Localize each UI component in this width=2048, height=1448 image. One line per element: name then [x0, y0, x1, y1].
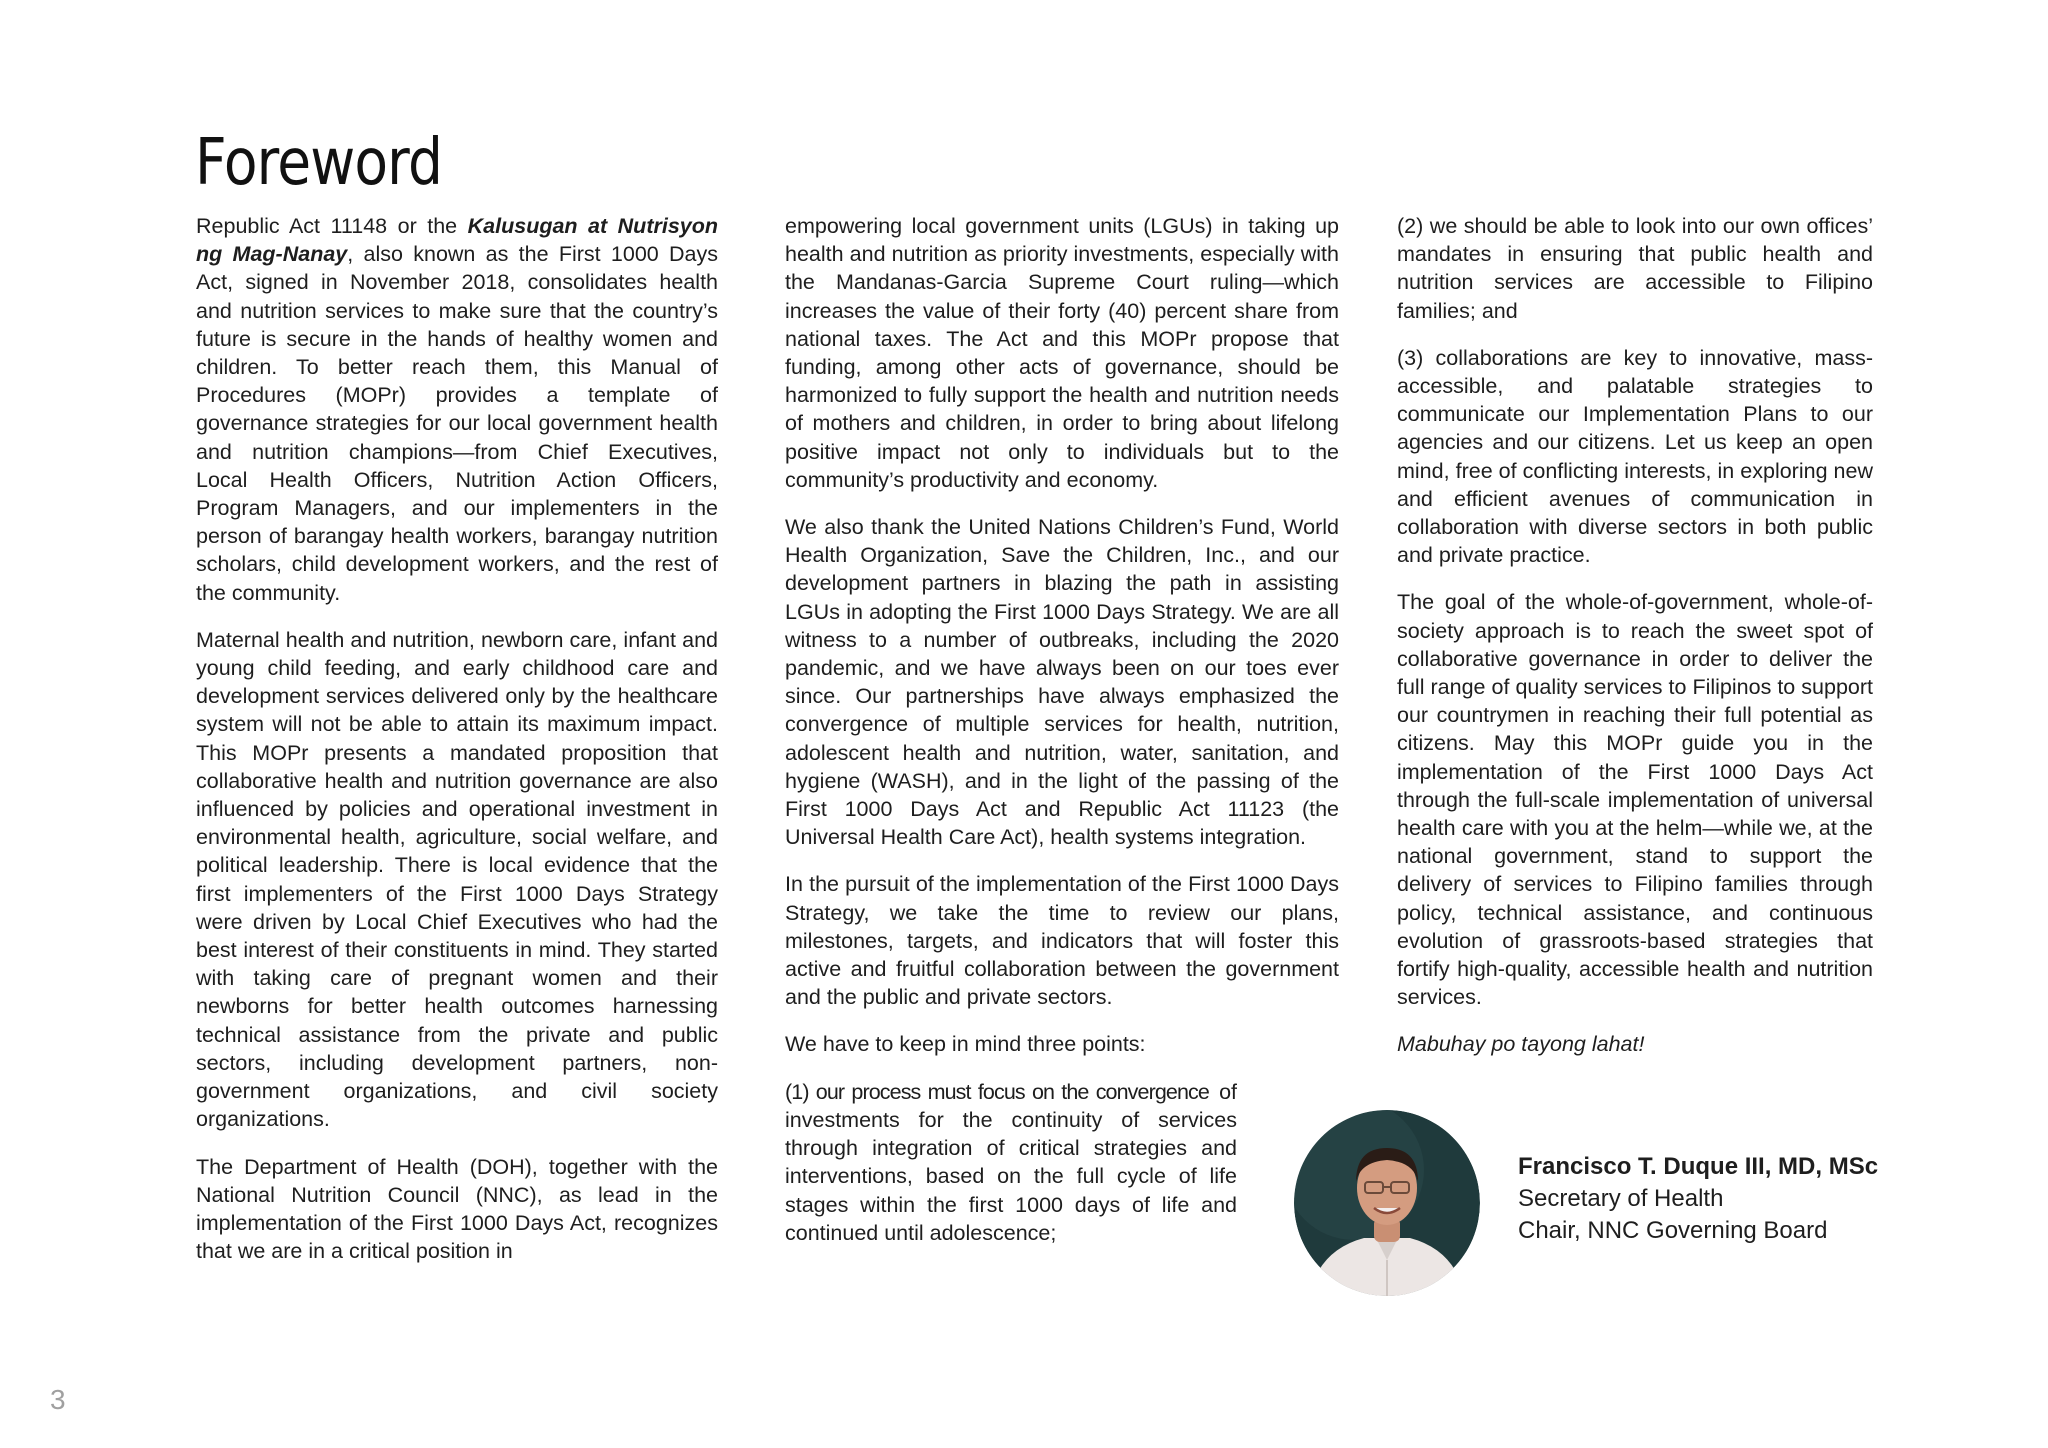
page-number: 3: [50, 1384, 66, 1415]
column-2: [785, 212, 1339, 1266]
point-2: (2) we should be able to look into our own offices’ mandates in ensuring that public health and nutrition services are accessible to Filipino families; and: [1397, 214, 1873, 323]
signatory-role-2: Chair, NNC Governing Board: [1518, 1217, 1828, 1244]
paragraph-5: We also thank the United Nations Children’s Fund, World Health Organization, Save the Children, Inc., and our development partners in blazing the path in assisting LGUs in adopting the First 1000 Days Strategy. We are all witness to a number of outbreaks, including the 2020 pandemic, and we have always been on our toes ever since. Our partnerships have always emphasized the convergence of multiple services for health, nutrition, adolescent health and nutrition, water, sanitation, and hygiene (WASH), and in the light of the passing of the First 1000 Days Act and Republic Act 11123 (the Universal Health Care Act), health systems integration.: [785, 515, 1339, 850]
paragraph-4: empowering local government units (LGUs) in taking up health and nutrition as priority investments, especially with the Mandanas-Garcia Supreme Court ruling—which increases the value of their forty (40) percent share from national taxes. The Act and this MOPr propose that funding, among other acts of governance, should be harmonized to fully support the health and nutrition needs of mothers and children, in order to bring about lifelong positive impact not only to individuals but to the community’s productivity and economy.: [785, 214, 1339, 492]
paragraph-6: In the pursuit of the implementation of the First 1000 Days Strategy, we take the time to review our plans, milestones, targets, and indicators that will foster this active and fruitful collaboration between the government and the public and private sectors.: [785, 872, 1339, 1010]
point-1-body: of investments for the continuity of services through integration of critical strategies and interventions, based on the full cycle of life stages within the first 1000 days of life and continued until adolescence;: [785, 1079, 1237, 1245]
paragraph-1-lead: Republic Act 11148 or the: [196, 214, 468, 238]
paragraph-1: [196, 212, 718, 607]
point-1-lead: (1) our process must focus on the convergence: [785, 1079, 1209, 1104]
paragraph-8: The goal of the whole-of-government, whole-of-society approach is to reach the sweet spot of collaborative governance in order to deliver the full range of quality services to Filipinos to support our countrymen in reaching their full potential as citizens. May this MOPr guide you in the implementation of the First 1000 Days Act through the full-scale implementation of universal health care with you at the helm—while we, at the national government, stand to support the delivery of services to Filipino families through policy, technical assistance, and continuous evolution of grassroots-based strategies that fortify high-quality, accessible health and nutrition services.: [1397, 590, 1873, 1010]
act-name: Kalusugan at Nutrisyon ng Mag-Nanay: [196, 214, 718, 267]
page-title: Foreword: [195, 126, 443, 200]
portrait-photo: [1294, 1110, 1480, 1296]
portrait-illustration: [1294, 1110, 1480, 1296]
signatory-role-1: Secretary of Health: [1518, 1185, 1724, 1212]
point-1: [785, 1078, 1237, 1247]
column-3: [1397, 212, 1873, 1078]
signatory-name: Francisco T. Duque III, MD, MSc: [1518, 1153, 1879, 1180]
paragraph-2: Maternal health and nutrition, newborn care, infant and young child feeding, and early childhood care and development services delivered only by the healthcare system will not be able to attain its maximum impact. This MOPr presents a mandated proposition that collaborative health and nutrition governance are also influenced by policies and operational investment in environmental health, agriculture, social welfare, and political leadership. There is local evidence that the first implementers of the First 1000 Days Strategy were driven by Local Chief Executives who had the best interest of their constituents in mind. They started with taking care of pregnant women and their newborns for better health outcomes harnessing technical assistance from the private and public sectors, including development partners, non-government organizations, and civil society organizations.: [196, 627, 718, 1132]
paragraph-7: We have to keep in mind three points:: [785, 1032, 1146, 1057]
point-3: (3) collaborations are key to innovative, mass-accessible, and palatable strategies to communicate our Implementation Plans to our agencies and our citizens. Let us keep an open mind, free of conflicting interests, in exploring new and efficient avenues of communication in collaboration with diverse sectors in both public and private practice.: [1397, 345, 1873, 568]
paragraph-1-body: , also known as the First 1000 Days Act, signed in November 2018, consolidates health and nutrition services to make sure that the country’s future is secure in the hands of healthy women and children. To better reach them, this Manual of Procedures (MOPr) provides a template of governance strategies for our local government health and nutrition champions—from Chief Executives, Local Health Officers, Nutrition Action Officers, Program Managers, and our implementers in the person of barangay health workers, barangay nutrition scholars, child development workers, and the rest of the community.: [196, 242, 719, 605]
column-1: [196, 212, 718, 1284]
signatory-block: [1518, 1151, 1878, 1247]
closing-line: Mabuhay po tayong lahat!: [1397, 1032, 1645, 1057]
paragraph-3: The Department of Health (DOH), together with the National Nutrition Council (NNC), as lead in the implementation of the First 1000 Days Act, recognizes that we are in a critical position in: [196, 1154, 718, 1264]
